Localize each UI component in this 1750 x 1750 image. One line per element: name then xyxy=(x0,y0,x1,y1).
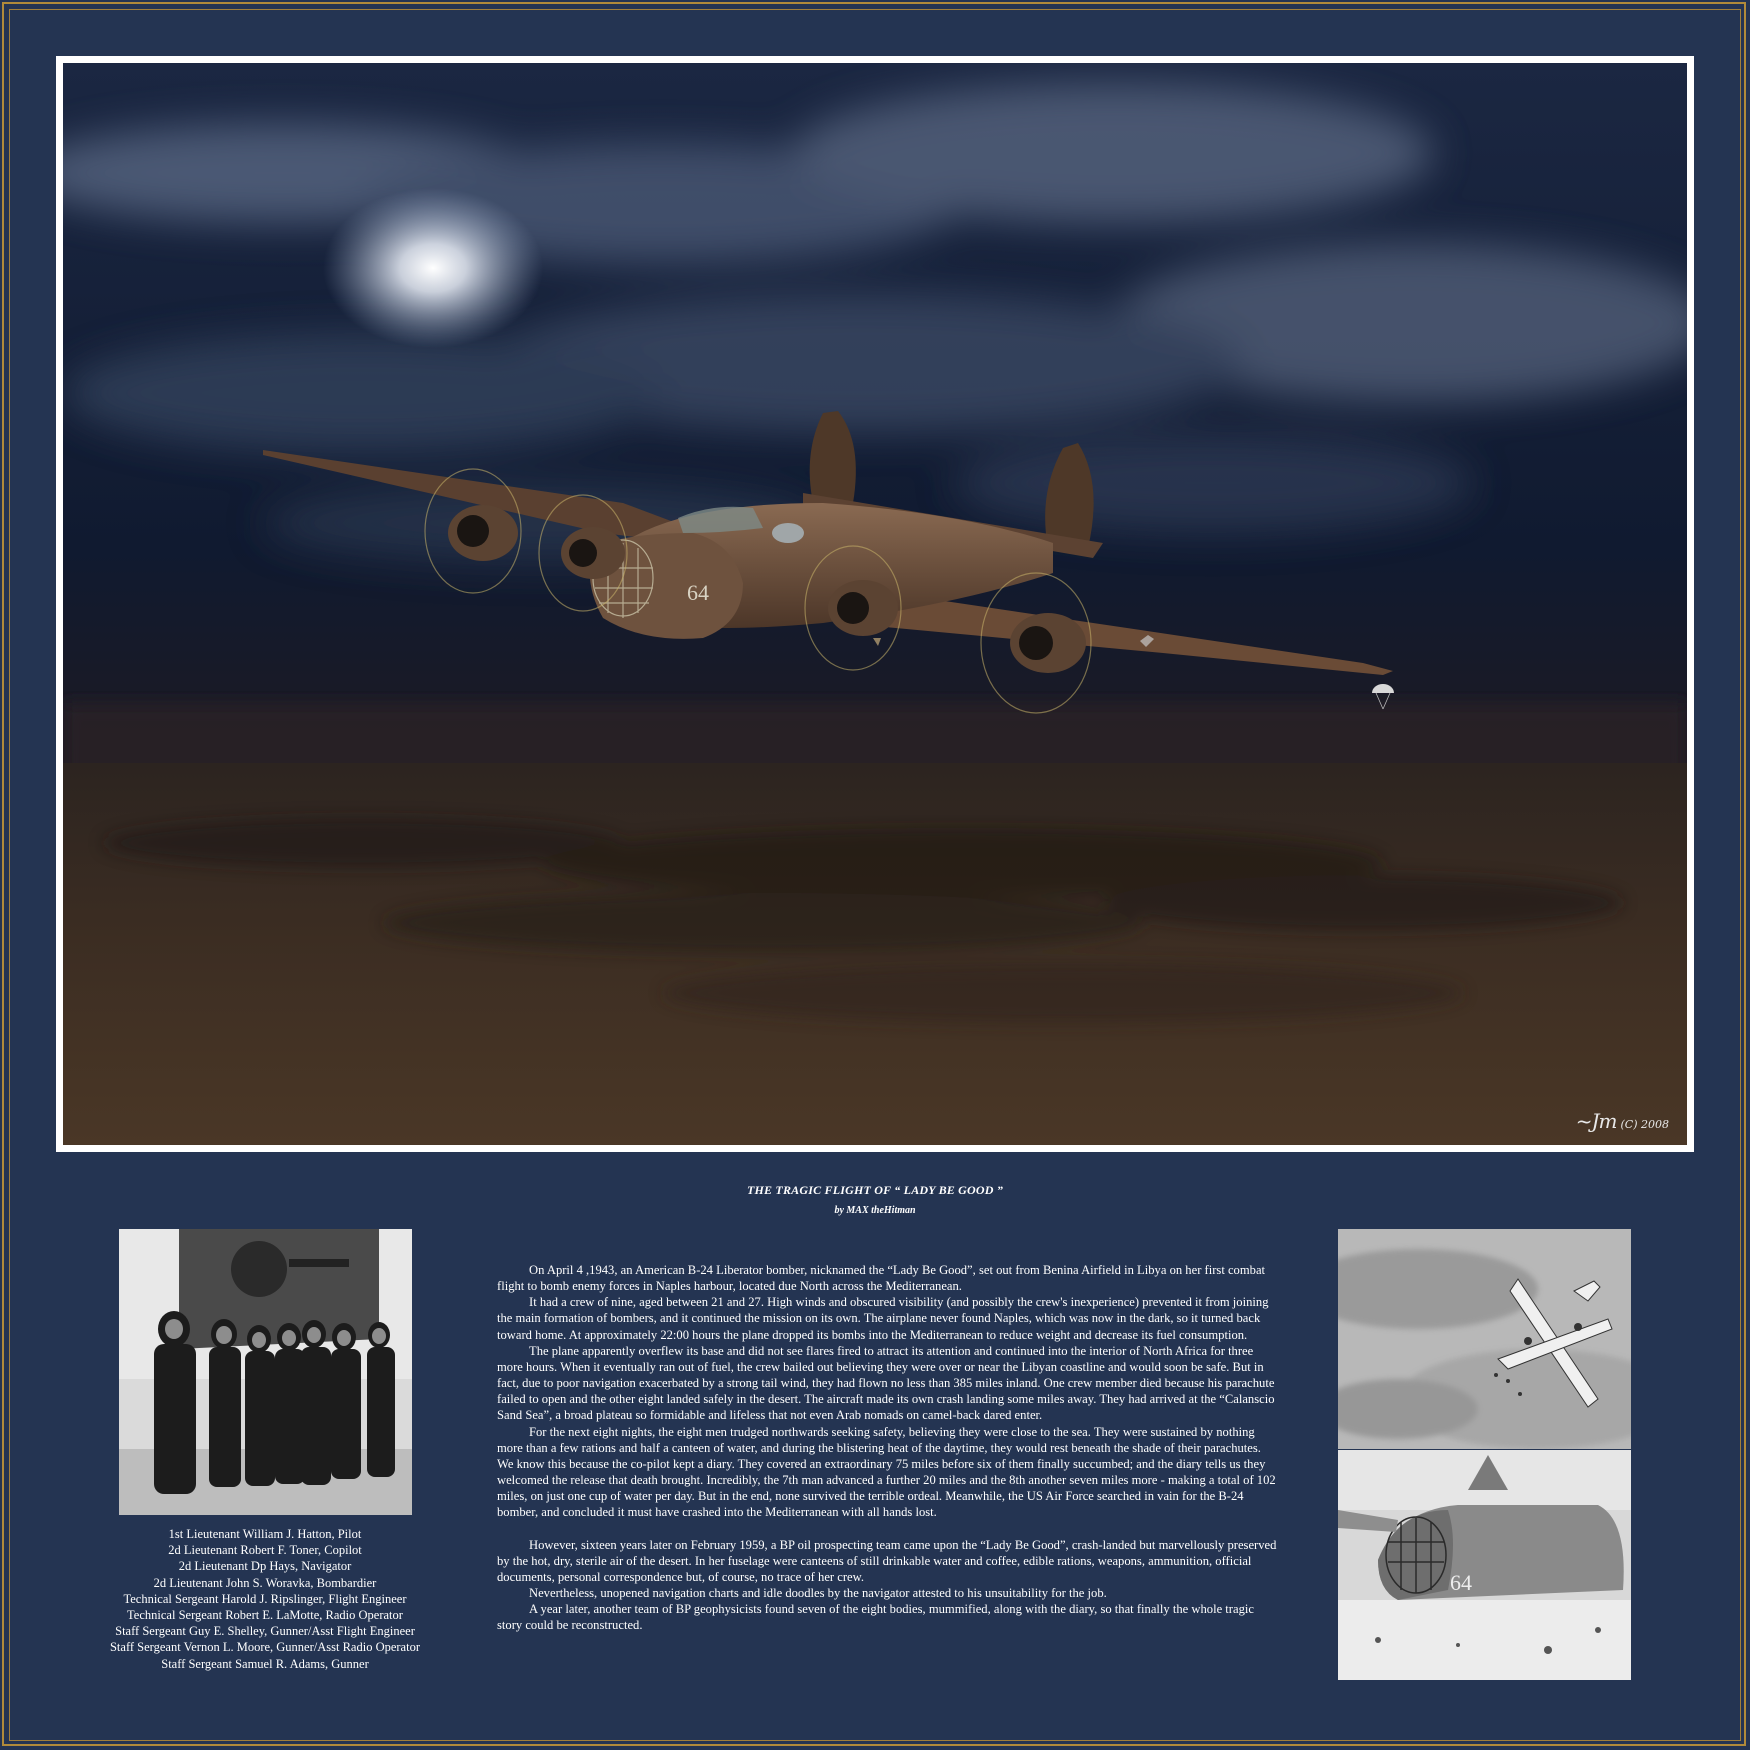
crew-member: 2d Lieutenant John S. Woravka, Bombardier xyxy=(153,1575,377,1590)
story-paragraph: On April 4 ,1943, an American B-24 Liberator bomber, nicknamed the “Lady Be Good”, set out from Benina Airfield in Libya on her first combat flight to bomb enemy forces in Naples harbour, located due North across the Mediterranean. xyxy=(497,1263,1266,1294)
wreck-number: 64 xyxy=(1450,1570,1472,1595)
story-paragraph: However, sixteen years later on February 1959, a BP oil prospecting team came upon the “Lady Be Good”, crash-landed but marvellously preserved by the hot, dry, sterile air of the desert. In her fuselage were canteens of still drinkable water and coffee, edible rations, weapons, ammunition, official documents, personal correspondence but, of course, no trace of her crew. xyxy=(497,1537,1277,1584)
crew-member: 2d Lieutenant Dp Hays, Navigator xyxy=(178,1559,352,1574)
story-text xyxy=(497,1262,1277,1633)
wreck-aerial-photo xyxy=(1338,1229,1631,1449)
crew-member: Staff Sergeant Guy E. Shelley, Gunner/Asst Flight Engineer xyxy=(115,1624,415,1639)
crew-member: 2d Lieutenant Robert F. Toner, Copilot xyxy=(168,1543,362,1558)
artist-signature: ~Jm (C) 2008 xyxy=(1575,1109,1669,1133)
story-paragraph: A year later, another team of BP geophysicists found seven of the eight bodies, mummified, along with the diary, so that finally the whole tragic story could be reconstructed. xyxy=(497,1602,1254,1633)
wreck-ground-photo xyxy=(1338,1450,1631,1680)
crew-member: Staff Sergeant Samuel R. Adams, Gunner xyxy=(161,1656,369,1671)
story-paragraph: The plane apparently overflew its base and did not see flares fired to attract its attention and continued into the interior of North Africa for three more hours. When it eventually ran out of fuel, the crew bailed out believing they were over or near the Libyan coastline and would soon be safe. But in fact, due to poor navigation exacerbated by a strong tail wind, they had flown no less than 385 miles inland. One crew member died because his parachute failed to open and the other eight landed safely in the desert. The aircraft made its own crash landing some miles away. They had arrived at the “Calanscio Sand Sea”, a broad plateau so formidable and lifeless that not even Arab nomads on camel-back dared enter. xyxy=(497,1343,1275,1423)
story-paragraph: Nevertheless, unopened navigation charts and idle doodles by the navigator attested to his unsuitability for the job. xyxy=(529,1585,1107,1600)
crew-photo xyxy=(119,1229,412,1515)
poster-byline: by MAX theHitman xyxy=(834,1205,916,1216)
bomber-painting xyxy=(63,63,1687,1145)
crew-member: Technical Sergeant Harold J. Ripslinger, Flight Engineer xyxy=(123,1591,407,1606)
moon xyxy=(323,188,543,348)
crew-list xyxy=(60,1526,470,1672)
crew-member: Technical Sergeant Robert E. LaMotte, Radio Operator xyxy=(127,1608,403,1623)
night-sky-bomber-illustration xyxy=(63,63,1687,1145)
story-paragraph: For the next eight nights, the eight men trudged northwards seeking safety, believing they were close to the sea. They were sustained by nothing more than a few rations and half a canteen of water, and during the blistering heat of the daytime, they would rest beneath the shade of their parachutes. We know this because the co-pilot kept a diary. They covered an extraordinary 75 miles before six of them finally succumbed; and the diary tells us they welcomed the release that death brought. Incredibly, the 7th man advanced a further 20 miles and the 8th another seven miles more - making a total of 102 miles, on just one cup of water per day. But in the end, none survived the terrible ordeal. Meanwhile, the US Air Force searched in vain for the B-24 bomber, and concluded it must have crashed into the Mediterranean with all hands lost. xyxy=(497,1424,1276,1520)
crew-member: 1st Lieutenant William J. Hatton, Pilot xyxy=(168,1527,362,1541)
crew-member: Staff Sergeant Vernon L. Moore, Gunner/Asst Radio Operator xyxy=(109,1640,420,1655)
aircraft-number: 64 xyxy=(687,580,709,605)
story-paragraph: It had a crew of nine, aged between 21 and 27. High winds and obscured visibility (and possibly the crew's inexperience) prevented it from joining the main formation of bombers, and it continued the mission on its own. The airplane never found Naples, which was now in the dark, so it turned back toward home. At approximately 22:00 hours the plane dropped its bombs into the Mediterranean to reduce weight and decrease its fuel consumption. xyxy=(497,1295,1269,1342)
poster-title: THE TRAGIC FLIGHT OF “ LADY BE GOOD ” xyxy=(746,1183,1004,1197)
